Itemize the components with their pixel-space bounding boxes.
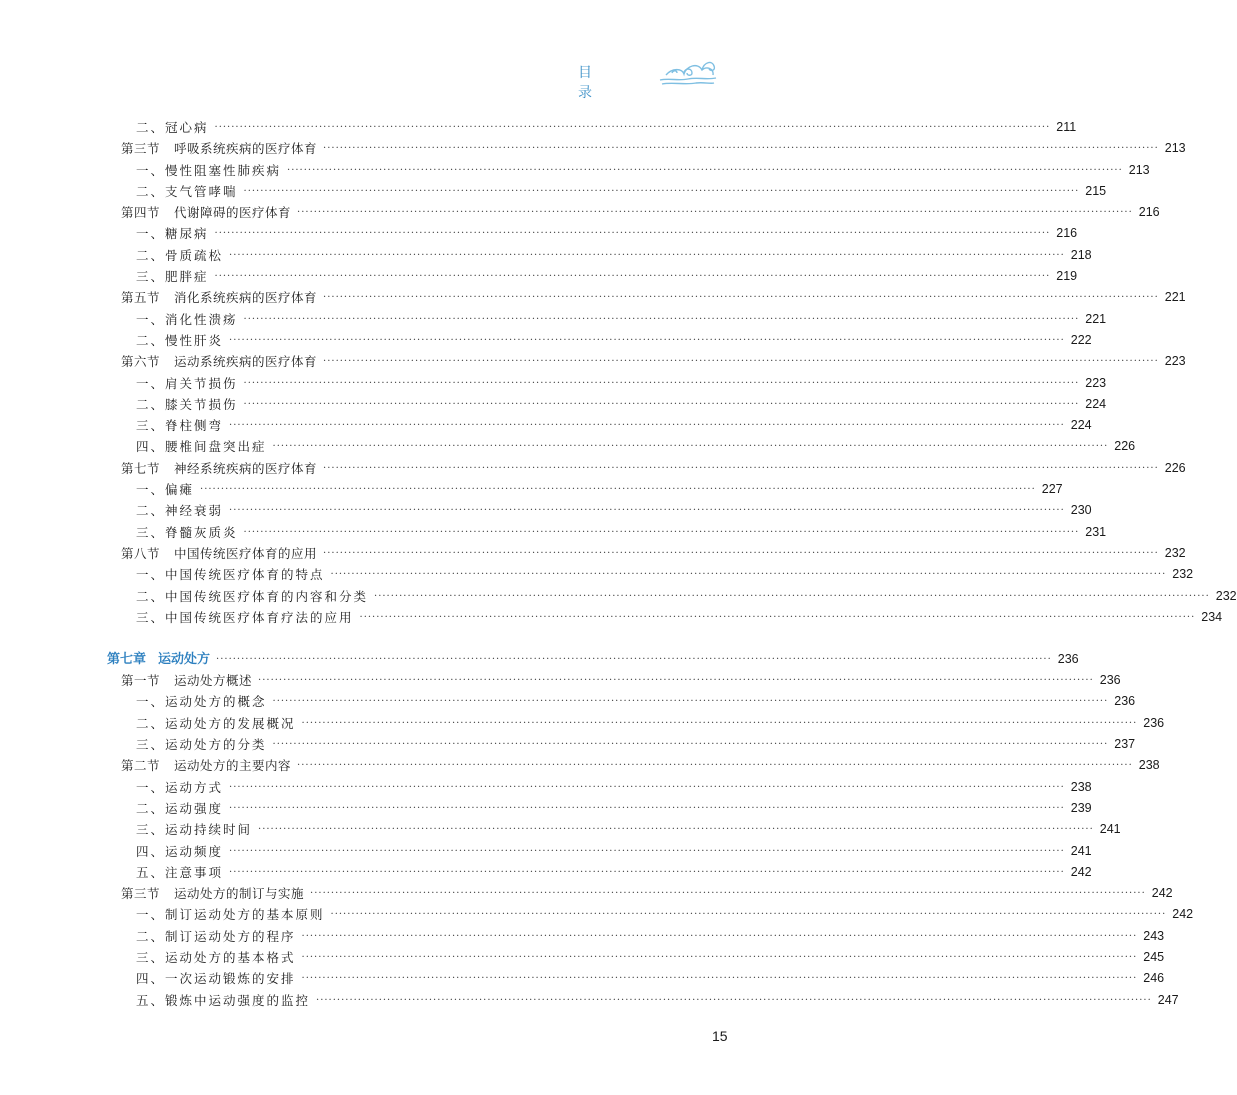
- toc-section-row[interactable]: [107, 138, 1186, 159]
- dot-leader: ········································································································································································································: [243, 377, 1080, 389]
- toc-page-number: 218: [1070, 247, 1092, 262]
- dot-leader: ········································································································································································································: [229, 420, 1065, 432]
- toc-page-number: 236: [1099, 673, 1121, 688]
- dot-leader: ········································································································································································································: [272, 696, 1109, 708]
- toc-section-row[interactable]: [107, 670, 1121, 691]
- toc-entry-label: 运动处方的制订与实施: [174, 886, 305, 902]
- toc-subsection-row[interactable]: [107, 181, 1107, 202]
- toc-entry-title: [136, 223, 209, 244]
- toc-subsection-row[interactable]: [107, 734, 1136, 755]
- toc-subsection-row[interactable]: [107, 564, 1194, 585]
- dot-leader: ········································································································································································································: [301, 951, 1138, 963]
- toc-subsection-row[interactable]: [107, 841, 1092, 862]
- toc-entry-title: [121, 458, 317, 479]
- toc-page-number: 246: [1143, 971, 1165, 986]
- toc-entry-label: 一、肩关节损伤: [136, 375, 238, 391]
- toc-subsection-row[interactable]: [107, 819, 1121, 840]
- dot-leader: ········································································································································································································: [323, 143, 1159, 155]
- dot-leader: ········································································································································································································: [243, 526, 1080, 538]
- toc-entry-label: 神经系统疾病的医疗体育: [174, 460, 318, 476]
- dot-leader: ········································································································································································································: [229, 802, 1065, 814]
- toc-entry-title: [136, 415, 223, 436]
- dot-leader: ········································································································································································································: [323, 356, 1159, 368]
- toc-entry-label: 呼吸系统疾病的医疗体育: [174, 141, 318, 157]
- toc-entry-label: 一、运动方式: [136, 779, 224, 795]
- toc-subsection-row[interactable]: [107, 904, 1194, 925]
- toc-page-number: 216: [1138, 205, 1160, 220]
- dot-leader: ········································································································································································································: [216, 653, 1052, 665]
- toc-entry-title: [136, 436, 267, 457]
- toc-page-number: 236: [1114, 694, 1136, 709]
- dot-leader: ········································································································································································································: [243, 398, 1080, 410]
- toc-entry-label: 一、偏瘫: [136, 482, 195, 498]
- toc-section-number: 第三节: [121, 141, 161, 157]
- toc-subsection-row[interactable]: [107, 968, 1165, 989]
- toc-entry-label: 一、消化性溃疡: [136, 311, 238, 327]
- toc-subsection-row[interactable]: [107, 160, 1150, 181]
- toc-entry-label: 三、脊柱侧弯: [136, 418, 224, 434]
- dot-leader: ········································································································································································································: [243, 185, 1080, 197]
- toc-entry-label: 运动处方概述: [174, 673, 253, 689]
- dot-leader: ········································································································································································································: [214, 122, 1051, 133]
- toc-entry-title: [136, 330, 223, 351]
- toc-entry-label: 一、糖尿病: [136, 226, 209, 242]
- toc-entry-label: 三、运动处方的基本格式: [136, 949, 296, 965]
- toc-page-number: 242: [1172, 907, 1194, 922]
- toc-section-number: 第二节: [121, 758, 161, 774]
- toc-entry-label: 二、运动处方的发展概况: [136, 715, 296, 731]
- toc-page-number: 238: [1070, 779, 1092, 794]
- toc-page-number: 247: [1157, 992, 1179, 1007]
- dot-leader: ········································································································································································································: [229, 866, 1065, 878]
- toc-page-number: 234: [1201, 609, 1223, 624]
- toc-page-number: 226: [1114, 439, 1136, 454]
- toc-entry-label: 二、运动强度: [136, 800, 224, 816]
- toc-entry-title: [136, 607, 354, 628]
- toc-subsection-row[interactable]: [107, 926, 1165, 947]
- toc-entry-label: 三、肥胖症: [136, 269, 209, 285]
- toc-section-number: 第七章: [107, 651, 147, 667]
- dot-leader: ········································································································································································································: [258, 675, 1094, 687]
- toc-section-row[interactable]: [107, 883, 1173, 904]
- page-header: [578, 48, 718, 101]
- toc-page-number: 215: [1085, 183, 1107, 198]
- toc-entry-title: [136, 819, 252, 840]
- toc-entry-title: [136, 181, 238, 202]
- toc-subsection-row[interactable]: [107, 691, 1136, 712]
- toc-page-number: 245: [1143, 949, 1165, 964]
- toc-entry-label: 二、神经衰弱: [136, 503, 224, 519]
- toc-entry-title: [136, 862, 223, 883]
- dot-leader: ········································································································································································································: [301, 930, 1138, 942]
- toc-entry-title: [136, 777, 223, 798]
- toc-entry-title: [121, 670, 252, 691]
- page-number: 15: [712, 1028, 728, 1044]
- toc-entry-title: [136, 373, 238, 394]
- toc-entry-title: [136, 968, 296, 989]
- table-of-contents: [107, 117, 1237, 1011]
- dot-leader: ········································································································································································································: [316, 994, 1152, 1006]
- toc-entry-title: [136, 564, 325, 585]
- toc-entry-label: 一、制订运动处方的基本原则: [136, 907, 325, 923]
- toc-subsection-row[interactable]: [107, 330, 1092, 351]
- toc-subsection-row[interactable]: [107, 713, 1165, 734]
- toc-entry-label: 三、运动持续时间: [136, 822, 253, 838]
- toc-section-number: 第四节: [121, 205, 161, 221]
- toc-subsection-row[interactable]: [107, 862, 1092, 883]
- toc-section-number: 第七节: [121, 460, 161, 476]
- toc-entry-label: 四、一次运动锻炼的安排: [136, 971, 296, 987]
- cloud-ornament-icon: [656, 48, 718, 88]
- toc-entry-title: [136, 117, 209, 138]
- toc-subsection-row[interactable]: [107, 394, 1107, 415]
- toc-page-number: 221: [1164, 290, 1186, 305]
- toc-page-number: 223: [1164, 354, 1186, 369]
- toc-entry-title: [121, 138, 317, 159]
- toc-page-number: 211: [1056, 120, 1077, 134]
- toc-entry-title: [136, 309, 238, 330]
- toc-entry-title: [121, 287, 317, 308]
- toc-page-number: 231: [1085, 524, 1107, 539]
- toc-entry-label: 三、中国传统医疗体育疗法的应用: [136, 609, 354, 625]
- toc-page-number: 236: [1057, 651, 1079, 666]
- toc-entry-label: 一、运动处方的概念: [136, 694, 267, 710]
- dot-leader: ········································································································································································································: [229, 505, 1065, 517]
- toc-subsection-row[interactable]: [107, 607, 1223, 628]
- toc-subsection-row[interactable]: [107, 266, 1078, 287]
- dot-leader: ········································································································································································································: [297, 207, 1133, 219]
- dot-leader: ········································································································································································································: [229, 249, 1065, 261]
- toc-page-number: 241: [1099, 822, 1121, 837]
- toc-page-number: 213: [1164, 141, 1186, 156]
- dot-leader: ········································································································································································································: [229, 334, 1065, 346]
- toc-entry-title: [136, 160, 281, 181]
- dot-leader: ········································································································································································································: [330, 909, 1167, 921]
- toc-subsection-row[interactable]: [107, 798, 1092, 819]
- toc-entry-title: [107, 649, 210, 670]
- toc-subsection-row[interactable]: [107, 415, 1092, 436]
- toc-entry-title: [136, 586, 368, 607]
- toc-page-number: 216: [1056, 226, 1078, 241]
- dot-leader: ········································································································································································································: [229, 845, 1065, 857]
- toc-chapter-row[interactable]: [107, 648, 1079, 670]
- toc-entry-title: [136, 947, 296, 968]
- toc-entry-title: [121, 755, 291, 776]
- toc-page-number: 224: [1085, 396, 1107, 411]
- toc-subsection-row[interactable]: [107, 777, 1092, 798]
- toc-page-number: 238: [1138, 758, 1160, 773]
- toc-entry-title: [136, 713, 296, 734]
- toc-entry-label: 四、运动频度: [136, 843, 224, 859]
- dot-leader: ········································································································································································································: [200, 484, 1036, 496]
- dot-leader: ········································································································································································································: [287, 164, 1123, 176]
- toc-page-number: 232: [1172, 567, 1194, 582]
- toc-entry-title: [136, 500, 223, 521]
- toc-section-number: 第一节: [121, 673, 161, 689]
- toc-page-number: 224: [1070, 418, 1092, 433]
- dot-leader: ········································································································································································································: [301, 973, 1138, 985]
- toc-entry-label: 运动系统疾病的医疗体育: [174, 354, 318, 370]
- toc-page-number: 222: [1070, 332, 1092, 347]
- toc-entry-title: [136, 904, 325, 925]
- toc-entry-label: 代谢障碍的医疗体育: [174, 205, 292, 221]
- toc-entry-title: [121, 202, 291, 223]
- toc-entry-label: 消化系统疾病的医疗体育: [174, 290, 318, 306]
- toc-page-number: 232: [1164, 545, 1186, 560]
- toc-entry-title: [121, 543, 317, 564]
- toc-section-row[interactable]: [107, 351, 1186, 372]
- toc-entry-label: 五、锻炼中运动强度的监控: [136, 992, 311, 1008]
- dot-leader: ········································································································································································································: [374, 590, 1210, 602]
- toc-entry-label: 一、慢性阻塞性肺疾病: [136, 162, 282, 178]
- dot-leader: ········································································································································································································: [359, 611, 1196, 623]
- toc-entry-title: [121, 883, 304, 904]
- toc-subsection-row[interactable]: [107, 990, 1179, 1011]
- toc-entry-title: [136, 926, 296, 947]
- dot-leader: ········································································································································································································: [323, 547, 1159, 559]
- toc-section-row[interactable]: [107, 543, 1186, 564]
- toc-entry-title: [136, 798, 223, 819]
- toc-page-number: 242: [1070, 864, 1092, 879]
- toc-subsection-row[interactable]: [107, 436, 1136, 457]
- dot-leader: ········································································································································································································: [214, 228, 1051, 240]
- toc-page-number: 219: [1056, 269, 1078, 284]
- dot-leader: ········································································································································································································: [214, 271, 1051, 283]
- toc-entry-title: [136, 841, 223, 862]
- toc-section-number: 第八节: [121, 545, 161, 561]
- toc-subsection-row[interactable]: [107, 223, 1078, 244]
- dot-leader: ········································································································································································································: [323, 462, 1159, 474]
- toc-entry-label: 二、中国传统医疗体育的内容和分类: [136, 588, 369, 604]
- toc-page-number: 237: [1114, 737, 1136, 752]
- toc-page-number: 221: [1085, 311, 1107, 326]
- toc-subsection-row[interactable]: [107, 586, 1237, 607]
- toc-entry-label: 四、腰椎间盘突出症: [136, 439, 267, 455]
- dot-leader: ········································································································································································································: [258, 824, 1094, 836]
- toc-section-row[interactable]: [107, 287, 1186, 308]
- toc-section-number: 第三节: [121, 886, 161, 902]
- toc-entry-label: 二、制订运动处方的程序: [136, 928, 296, 944]
- toc-entry-label: 二、冠心病: [136, 120, 209, 135]
- toc-entry-label: 三、运动处方的分类: [136, 737, 267, 753]
- toc-page-number: 227: [1041, 482, 1063, 497]
- toc-section-number: 第六节: [121, 354, 161, 370]
- toc-section-row[interactable]: [107, 458, 1186, 479]
- toc-entry-title: [121, 351, 317, 372]
- toc-entry-label: 中国传统医疗体育的应用: [174, 545, 318, 561]
- dot-leader: ········································································································································································································: [243, 313, 1080, 325]
- toc-entry-label: 运动处方的主要内容: [174, 758, 292, 774]
- dot-leader: ········································································································································································································: [272, 441, 1109, 453]
- toc-page-number: 243: [1143, 928, 1165, 943]
- toc-entry-label: 二、膝关节损伤: [136, 396, 238, 412]
- toc-entry-title: [136, 734, 267, 755]
- toc-subsection-row[interactable]: [107, 522, 1107, 543]
- toc-entry-label: 二、骨质疏松: [136, 247, 224, 263]
- dot-leader: ········································································································································································································: [310, 888, 1146, 900]
- dot-leader: ········································································································································································································: [272, 739, 1109, 751]
- dot-leader: ········································································································································································································: [330, 569, 1167, 581]
- toc-page-number: 223: [1085, 375, 1107, 390]
- toc-entry-title: [136, 245, 223, 266]
- dot-leader: ········································································································································································································: [323, 292, 1159, 304]
- toc-section-number: 第五节: [121, 290, 161, 306]
- toc-section-row[interactable]: [107, 755, 1160, 776]
- toc-entry-title: [136, 266, 209, 287]
- toc-subsection-row[interactable]: [107, 500, 1092, 521]
- toc-entry-title: [136, 479, 194, 500]
- toc-entry-title: [136, 394, 238, 415]
- toc-page-number: 232: [1215, 588, 1237, 603]
- toc-page-number: 242: [1151, 886, 1173, 901]
- toc-subsection-row[interactable]: [107, 479, 1063, 500]
- toc-entry-title: [136, 990, 310, 1011]
- toc-entry-title: [136, 522, 238, 543]
- toc-page-number: 239: [1070, 800, 1092, 815]
- toc-entry-label: 五、注意事项: [136, 864, 224, 880]
- toc-page-number: 213: [1128, 162, 1150, 177]
- dot-leader: ········································································································································································································: [301, 717, 1138, 729]
- toc-subsection-row[interactable]: [107, 245, 1092, 266]
- toc-subsection-row[interactable]: [107, 117, 1077, 138]
- toc-subsection-row[interactable]: [107, 309, 1107, 330]
- toc-entry-label: 一、中国传统医疗体育的特点: [136, 567, 325, 583]
- header-title: 目 录: [578, 65, 606, 101]
- toc-entry-label: 二、慢性肝炎: [136, 332, 224, 348]
- toc-entry-label: 运动处方: [158, 651, 211, 667]
- toc-subsection-row[interactable]: [107, 373, 1107, 394]
- dot-leader: ········································································································································································································: [297, 760, 1133, 772]
- toc-page-number: 226: [1164, 460, 1186, 475]
- toc-page-number: 241: [1070, 843, 1092, 858]
- toc-section-row[interactable]: [107, 202, 1160, 223]
- toc-entry-label: 二、支气管哮喘: [136, 183, 238, 199]
- toc-entry-label: 三、脊髓灰质炎: [136, 524, 238, 540]
- toc-page-number: 236: [1143, 715, 1165, 730]
- toc-subsection-row[interactable]: [107, 947, 1165, 968]
- toc-entry-title: [136, 691, 267, 712]
- dot-leader: ········································································································································································································: [229, 781, 1065, 793]
- toc-page-number: 230: [1070, 503, 1092, 518]
